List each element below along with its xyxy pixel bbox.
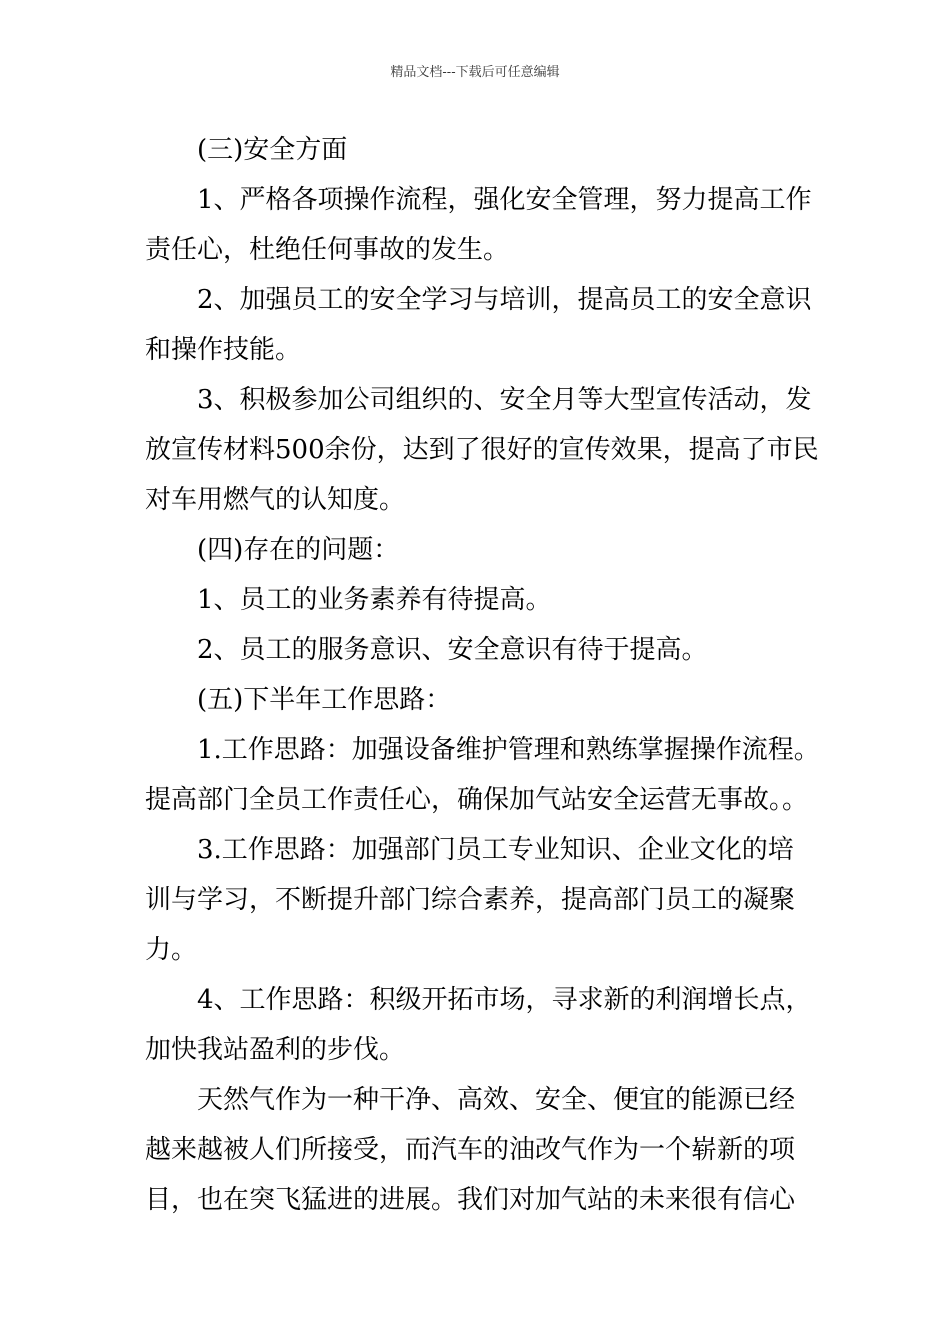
paragraph-line: 1、严格各项操作流程，强化安全管理，努力提高工作	[197, 185, 812, 215]
paragraph-safety-1	[145, 175, 810, 275]
paragraph-problem-2	[145, 625, 810, 675]
paragraph-line: 2、加强员工的安全学习与培训，提高员工的安全意识	[197, 285, 812, 315]
paragraph-line: (五)下半年工作思路：	[197, 685, 452, 715]
paragraph-line: 责任心，杜绝任何事故的发生。	[145, 235, 510, 265]
paragraph-line: 1.工作思路：加强设备维护管理和熟练掌握操作流程。	[197, 735, 820, 765]
paragraph-plan-1	[145, 725, 820, 825]
paragraph-line: 加快我站盈利的步伐。	[145, 1035, 406, 1065]
paragraph-line: 目，也在突飞猛进的进展。我们对加气站的未来很有信心	[145, 1185, 796, 1215]
paragraph-line: 1、员工的业务素养有待提高。	[197, 585, 552, 615]
paragraph-line: (四)存在的问题：	[197, 535, 400, 565]
paragraph-line: 力。	[145, 935, 198, 965]
paragraph-safety-heading	[145, 125, 810, 175]
paragraph-conclusion	[145, 1075, 810, 1225]
paragraph-line: 越来越被人们所接受，而汽车的油改气作为一个崭新的项	[145, 1135, 796, 1165]
paragraph-plan-3	[145, 825, 810, 975]
paragraph-safety-3	[145, 375, 819, 525]
page-header: 精品文档---下载后可任意编辑	[390, 65, 560, 80]
paragraph-line: 3、积极参加公司组织的、安全月等大型宣传活动，发	[197, 385, 812, 415]
paragraph-line: 4、工作思路：积级开拓市场，寻求新的利润增长点，	[197, 985, 812, 1015]
paragraph-problem-1	[145, 575, 810, 625]
paragraph-line: 放宣传材料500余份，达到了很好的宣传效果，提高了市民	[145, 435, 819, 465]
paragraph-problems-heading	[145, 525, 810, 575]
paragraph-line: 2、员工的服务意识、安全意识有待于提高。	[197, 635, 708, 665]
document-body	[145, 125, 820, 1225]
paragraph-line: 天然气作为一种干净、高效、安全、便宜的能源已经	[197, 1085, 796, 1115]
paragraph-line: 对车用燃气的认知度。	[145, 485, 406, 515]
paragraph-line: 训与学习，不断提升部门综合素养，提高部门员工的凝聚	[145, 885, 796, 915]
paragraph-line: 和操作技能。	[145, 335, 302, 365]
paragraph-safety-2	[145, 275, 810, 375]
paragraph-line: (三)安全方面	[197, 135, 348, 165]
paragraph-line: 3.工作思路：加强部门员工专业知识、企业文化的培	[197, 835, 794, 865]
paragraph-plan-heading	[145, 675, 810, 725]
paragraph-plan-4	[145, 975, 810, 1075]
paragraph-line: 提高部门全员工作责任心，确保加气站安全运营无事故。。	[145, 785, 809, 815]
